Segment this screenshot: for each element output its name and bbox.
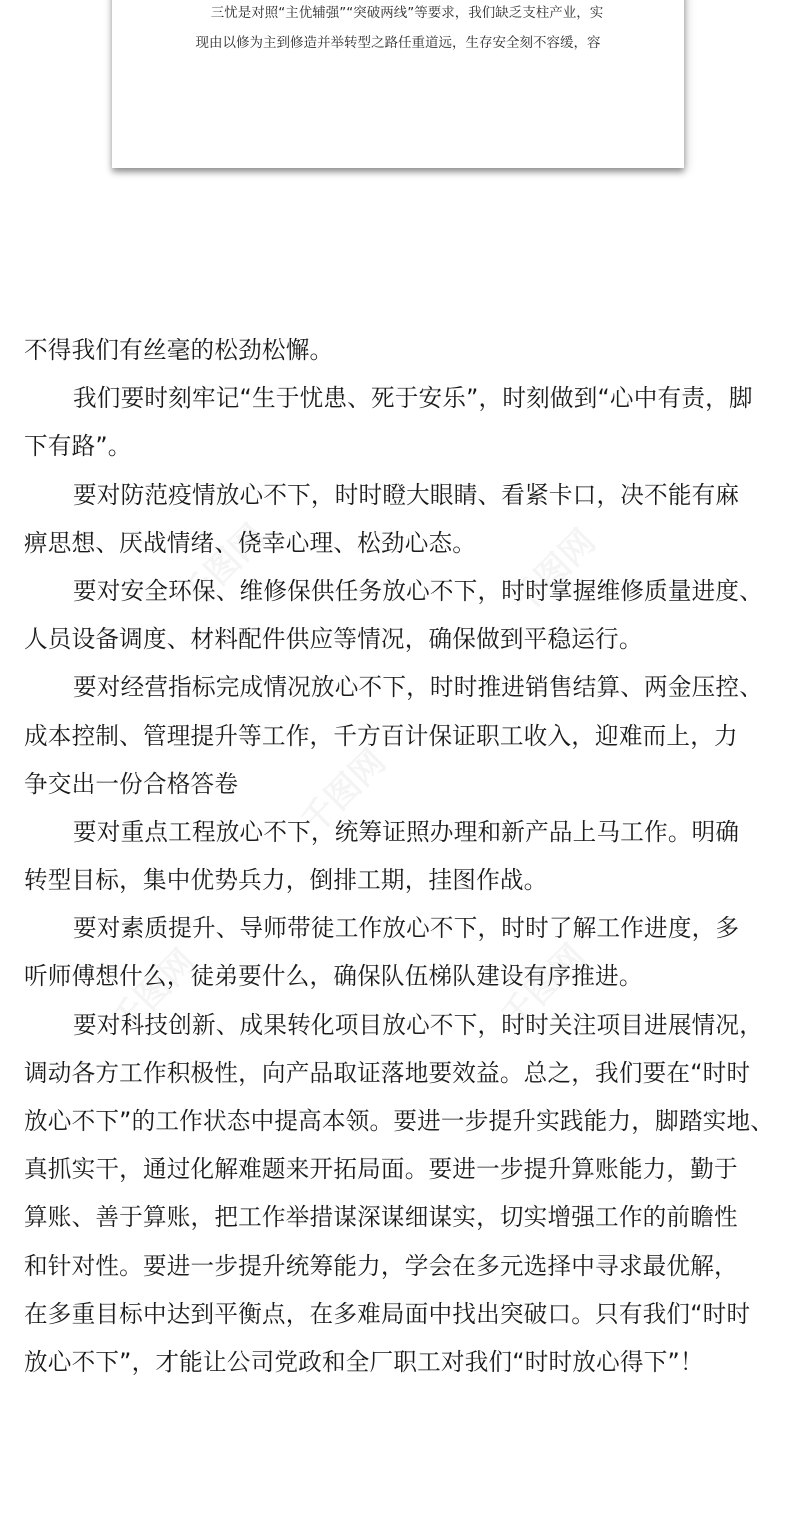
paragraph-start: 要对经营指标完成情况放心不下，时时推进销售结算、两金压控、 (73, 673, 764, 702)
paragraph-start: 要对重点工程放心不下，统筹证照办理和新产品上马工作。明确 (73, 817, 740, 846)
text-line: 不得我们有丝毫的松劲松懈。 (24, 336, 334, 364)
preview-text-line: 三忧是对照“主优辅强”“突破两线”等要求，我们缺乏支柱产业，实 (210, 5, 604, 21)
paragraph-start: 要对科技创新、成果转化项目放心不下，时时关注项目进展情况， (73, 1010, 764, 1039)
paragraph-start: 要对素质提升、导师带徒工作放心不下，时时了解工作进度，多 (73, 914, 740, 943)
text-line: 听师傅想什么，徒弟要什么，确保队伍梯队建设有序推进。 (24, 962, 643, 991)
text-line: 争交出一份合格答卷 (24, 769, 239, 798)
document-preview-card (112, 0, 684, 168)
text-line: 在多重目标中达到平衡点，在多难局面中找出突破口。只有我们“时时 (24, 1299, 751, 1328)
text-line: 成本控制、管理提升等工作，千方百计保证职工收入，迎难而上，力 (24, 721, 738, 750)
text-line: 转型目标，集中优势兵力，倒排工期，挂图作战。 (24, 866, 548, 895)
text-line: 真抓实干，通过化解难题来开拓局面。要进一步提升算账能力，勤于 (24, 1155, 738, 1184)
text-line: 调动各方工作积极性，向产品取证落地要效益。总之，我们要在“时时 (24, 1058, 751, 1087)
text-line: 和针对性。要进一步提升统筹能力，学会在多元选择中寻求最优解， (24, 1251, 738, 1280)
preview-text-line: 现由以修为主到修造并举转型之路任重道远，生存安全刻不容缓，容 (195, 35, 601, 51)
paragraph-start: 我们要时刻牢记“生于忧患、死于安乐”，时刻做到“心中有责，脚 (73, 384, 753, 413)
text-line: 放心不下”的工作状态中提高本领。要进一步提升实践能力，脚踏实地、 (24, 1107, 775, 1135)
text-line: 算账、善于算账，把工作举措谋深谋细谋实，切实增强工作的前瞻性 (24, 1203, 738, 1232)
paragraph-start: 要对安全环保、维修保供任务放心不下，时时掌握维修质量进度、 (73, 576, 764, 605)
text-line: 痹思想、厌战情绪、侥幸心理、松劲心态。 (24, 528, 477, 557)
text-line: 人员设备调度、材料配件供应等情况，确保做到平稳运行。 (24, 625, 643, 654)
text-line: 下有路”。 (24, 432, 132, 461)
text-line: 放心不下”，才能让公司党政和全厂职工对我们“时时放心得下”！ (24, 1347, 704, 1376)
article-body (24, 326, 780, 1386)
paragraph-start: 要对防范疫情放心不下，时时瞪大眼睛、看紧卡口，决不能有麻 (73, 480, 740, 509)
